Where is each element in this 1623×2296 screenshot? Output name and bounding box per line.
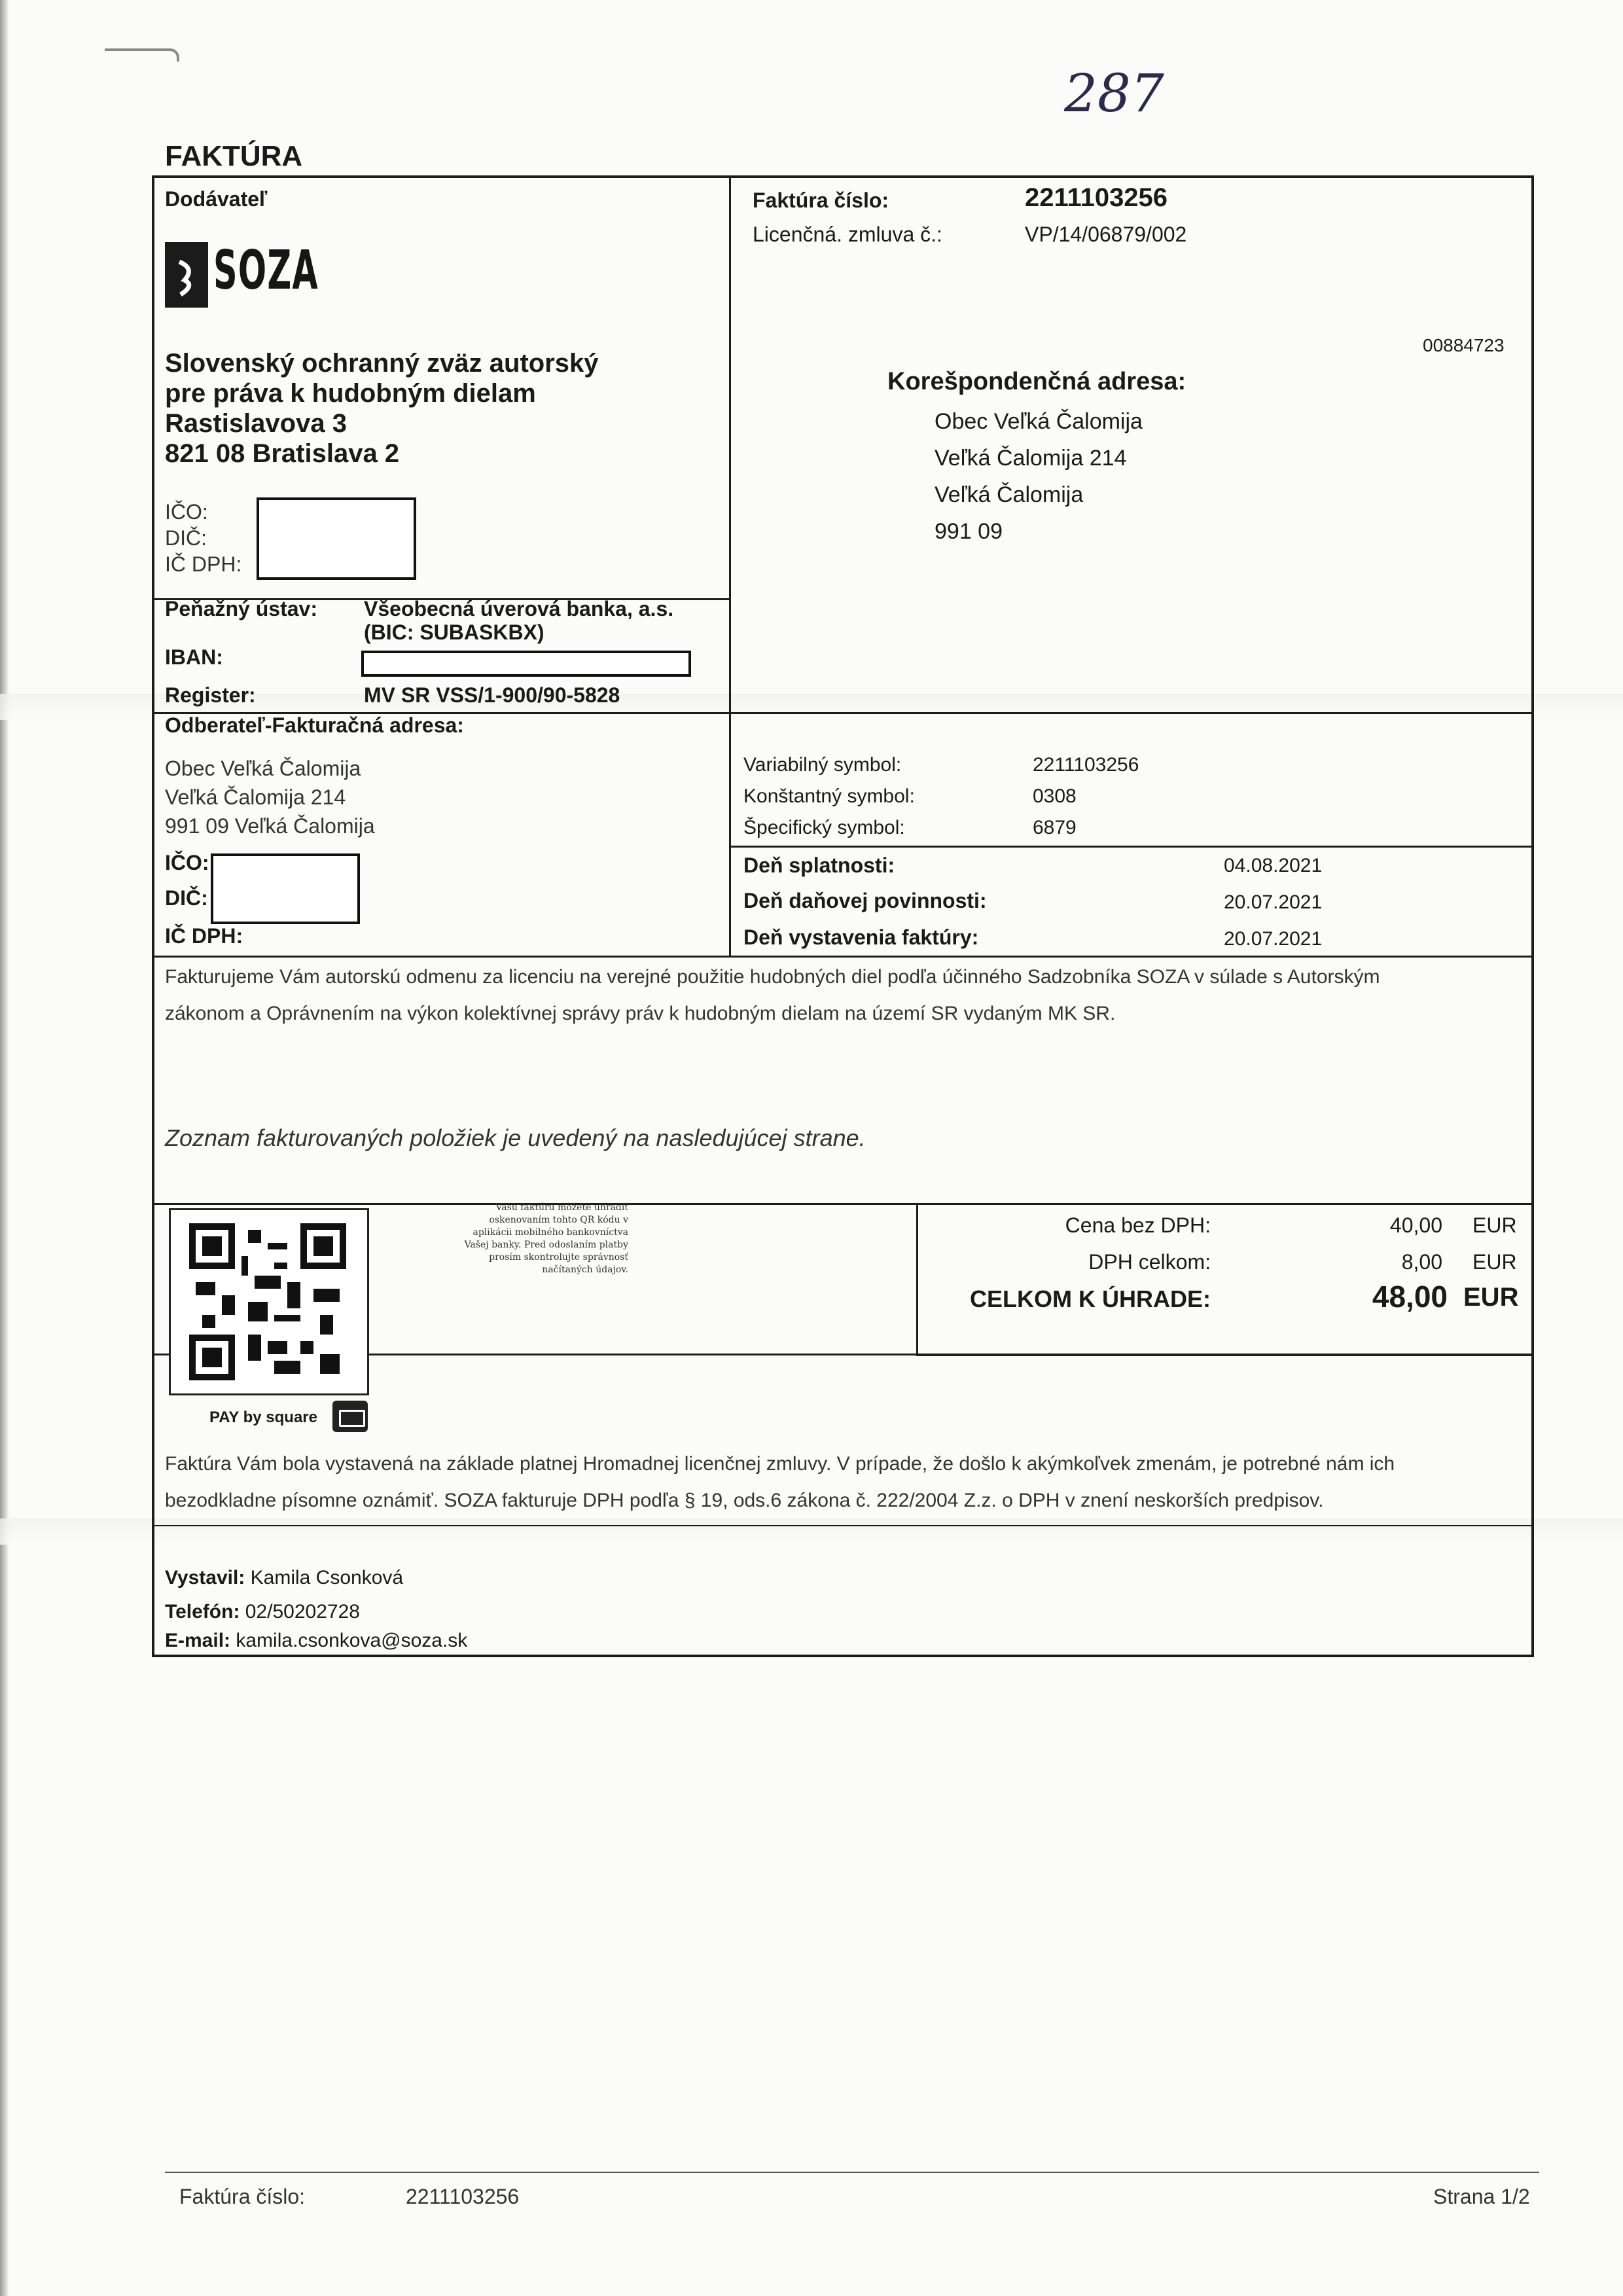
total-amount: 48,00 xyxy=(1372,1280,1448,1314)
qr-instruction-line: prosím skontrolujte správnosť xyxy=(489,1252,628,1263)
issuer-label: Vystavil: xyxy=(165,1567,245,1588)
license-number: VP/14/06879/002 xyxy=(1025,223,1187,246)
bank-bic: (BIC: SUBASKBX) xyxy=(364,620,544,644)
net-price: 40,00 xyxy=(1389,1213,1442,1237)
divider-symbols xyxy=(729,846,1534,848)
vat-amount: 8,00 xyxy=(1401,1250,1442,1274)
items-note: Zoznam fakturovaných položiek je uvedený na nasledujúcej strane. xyxy=(165,1124,866,1151)
description-line: zákonom a Oprávnením na výkon kolektívnej správy práv k hudobným dielam na území SR vydaným MK SR. xyxy=(165,1003,1116,1024)
supplier-street: Rastislavova 3 xyxy=(165,409,347,438)
page-number: Strana 1/2 xyxy=(1433,2185,1530,2208)
frame-right xyxy=(1531,175,1534,1657)
redacted-customer-ids xyxy=(211,853,360,924)
qr-code-icon xyxy=(189,1223,346,1380)
specific-symbol: 6879 xyxy=(1033,817,1077,838)
correspondence-line: 991 09 xyxy=(935,519,1003,544)
correspondence-line: Veľká Čalomija 214 xyxy=(935,446,1127,471)
supplier-heading: Dodávateľ xyxy=(165,187,268,211)
legal-note-line: bezodkladne písomne oznámiť. SOZA fakturuje DPH podľa § 19, ods.6 zákona č. 222/2004 Z.z. o DPH v znení neskorších predpisov. xyxy=(165,1490,1324,1511)
frame-bottom xyxy=(152,1655,1534,1657)
paper-fold xyxy=(0,1518,1623,1545)
customer-address xyxy=(165,754,375,840)
footer-invoice-label: Faktúra číslo: xyxy=(179,2185,306,2208)
supplier-ico-label: IČO: xyxy=(165,500,208,524)
divider-issuer xyxy=(152,1525,1534,1526)
correspondence-address xyxy=(935,403,1143,550)
total-label: CELKOM K ÚHRADE: xyxy=(970,1285,1211,1312)
customer-heading: Odberateľ-Fakturačná adresa: xyxy=(165,713,464,737)
customer-ico-label: IČO: xyxy=(165,851,209,874)
variable-symbol-label: Variabilný symbol: xyxy=(743,754,902,776)
left-edge-shadow xyxy=(0,0,9,2296)
divider-vertical-top xyxy=(729,175,731,846)
bank-label: Peňažný ústav: xyxy=(165,597,317,620)
frame-left xyxy=(152,175,154,1657)
redacted-supplier-ids xyxy=(257,497,416,580)
soza-logo-text: SOZA xyxy=(213,240,319,302)
due-date-label: Deň splatnosti: xyxy=(743,853,895,877)
document-title: FAKTÚRA xyxy=(165,140,303,172)
customer-icdph-label: IČ DPH: xyxy=(165,924,243,948)
email-label: E-mail: xyxy=(165,1630,231,1651)
supplier-name-line: Slovenský ochranný zväz autorský xyxy=(165,349,599,378)
frame-top xyxy=(152,175,1534,178)
staple-mark xyxy=(105,48,179,62)
supplier-tax-labels xyxy=(165,499,241,577)
supplier-dic-label: DIČ: xyxy=(165,526,207,550)
legal-note-line: Faktúra Vám bola vystavená na základe platnej Hromadnej licenčnej zmluvy. V prípade, že došlo k akýmkoľvek zmenám, je potrebné nám ich xyxy=(165,1453,1395,1475)
qr-instructions xyxy=(419,1202,628,1276)
vat-label: DPH celkom: xyxy=(1088,1250,1211,1274)
qr-instruction-line: načítaných údajov. xyxy=(542,1265,628,1275)
soza-logo-icon xyxy=(165,242,208,308)
invoice-number-label: Faktúra číslo: xyxy=(753,188,889,212)
phone-label: Telefón: xyxy=(165,1601,240,1623)
net-price-currency: EUR xyxy=(1472,1213,1517,1237)
footer-invoice-number: 2211103256 xyxy=(406,2185,520,2208)
supplier-city: 821 08 Bratislava 2 xyxy=(165,439,400,468)
net-price-label: Cena bez DPH: xyxy=(1065,1213,1211,1237)
supplier-icdph-label: IČ DPH: xyxy=(165,552,242,576)
handwritten-note: 287 xyxy=(1064,63,1164,124)
customer-dic-label: DIČ: xyxy=(165,886,208,910)
pay-by-square-label: PAY by square xyxy=(209,1408,317,1426)
correspondence-line: Obec Veľká Čalomija xyxy=(935,409,1143,434)
customer-line: Veľká Čalomija 214 xyxy=(165,785,346,809)
license-label: Licenčná. zmluva č.: xyxy=(753,223,942,246)
email-row xyxy=(165,1630,467,1652)
due-date: 04.08.2021 xyxy=(1224,855,1323,876)
qr-instruction-line: aplikácii mobilného bankovníctva xyxy=(473,1227,628,1238)
phone-row xyxy=(165,1601,360,1623)
constant-symbol: 0308 xyxy=(1033,785,1077,807)
issuer-row xyxy=(165,1567,403,1589)
page-footer-rule xyxy=(165,2172,1539,2173)
issue-date-label: Deň vystavenia faktúry: xyxy=(743,925,979,949)
supplier-address xyxy=(165,348,599,469)
customer-line: Obec Veľká Čalomija xyxy=(165,757,361,780)
email-address: kamila.csonkova@soza.sk xyxy=(236,1630,468,1651)
supplier-name-line: pre práva k hudobným dielam xyxy=(165,379,536,408)
customer-id: 00884723 xyxy=(1423,335,1505,355)
tax-date-label: Deň daňovej povinnosti: xyxy=(743,889,987,912)
qr-instruction-line: Vašej banky. Pred odoslaním platby xyxy=(464,1240,628,1250)
card-icon xyxy=(332,1401,368,1432)
qr-instruction-line: Vašu faktúru môžete uhradiť xyxy=(495,1202,628,1213)
bank-name: Všeobecná úverová banka, a.s. xyxy=(364,597,674,620)
variable-symbol: 2211103256 xyxy=(1033,754,1139,776)
divider-description xyxy=(152,956,1534,958)
qr-instruction-line: oskenovaním tohto QR kódu v xyxy=(489,1215,628,1225)
correspondence-line: Veľká Čalomija xyxy=(935,482,1084,507)
specific-symbol-label: Špecifický symbol: xyxy=(743,817,905,838)
phone-number: 02/50202728 xyxy=(245,1601,360,1623)
iban-label: IBAN: xyxy=(165,645,223,669)
issuer-name: Kamila Csonková xyxy=(250,1567,404,1588)
register-label: Register: xyxy=(165,683,256,707)
redacted-iban xyxy=(361,651,691,677)
register-value: MV SR VSS/1-900/90-5828 xyxy=(364,683,620,707)
invoice-number: 2211103256 xyxy=(1025,183,1168,212)
tax-date: 20.07.2021 xyxy=(1224,891,1323,913)
qr-code-frame xyxy=(169,1208,369,1395)
issue-date: 20.07.2021 xyxy=(1224,928,1323,950)
total-currency: EUR xyxy=(1463,1283,1519,1312)
customer-line: 991 09 Veľká Čalomija xyxy=(165,814,375,838)
vat-currency: EUR xyxy=(1472,1250,1517,1274)
description-line: Fakturujeme Vám autorskú odmenu za licenciu na verejné použitie hudobných diel podľa účinného Sadzobníka SOZA v súlade s Autorským xyxy=(165,966,1380,988)
constant-symbol-label: Konštantný symbol: xyxy=(743,785,915,807)
divider-vertical-mid xyxy=(729,844,731,957)
correspondence-heading: Korešpondenčná adresa: xyxy=(887,368,1186,395)
